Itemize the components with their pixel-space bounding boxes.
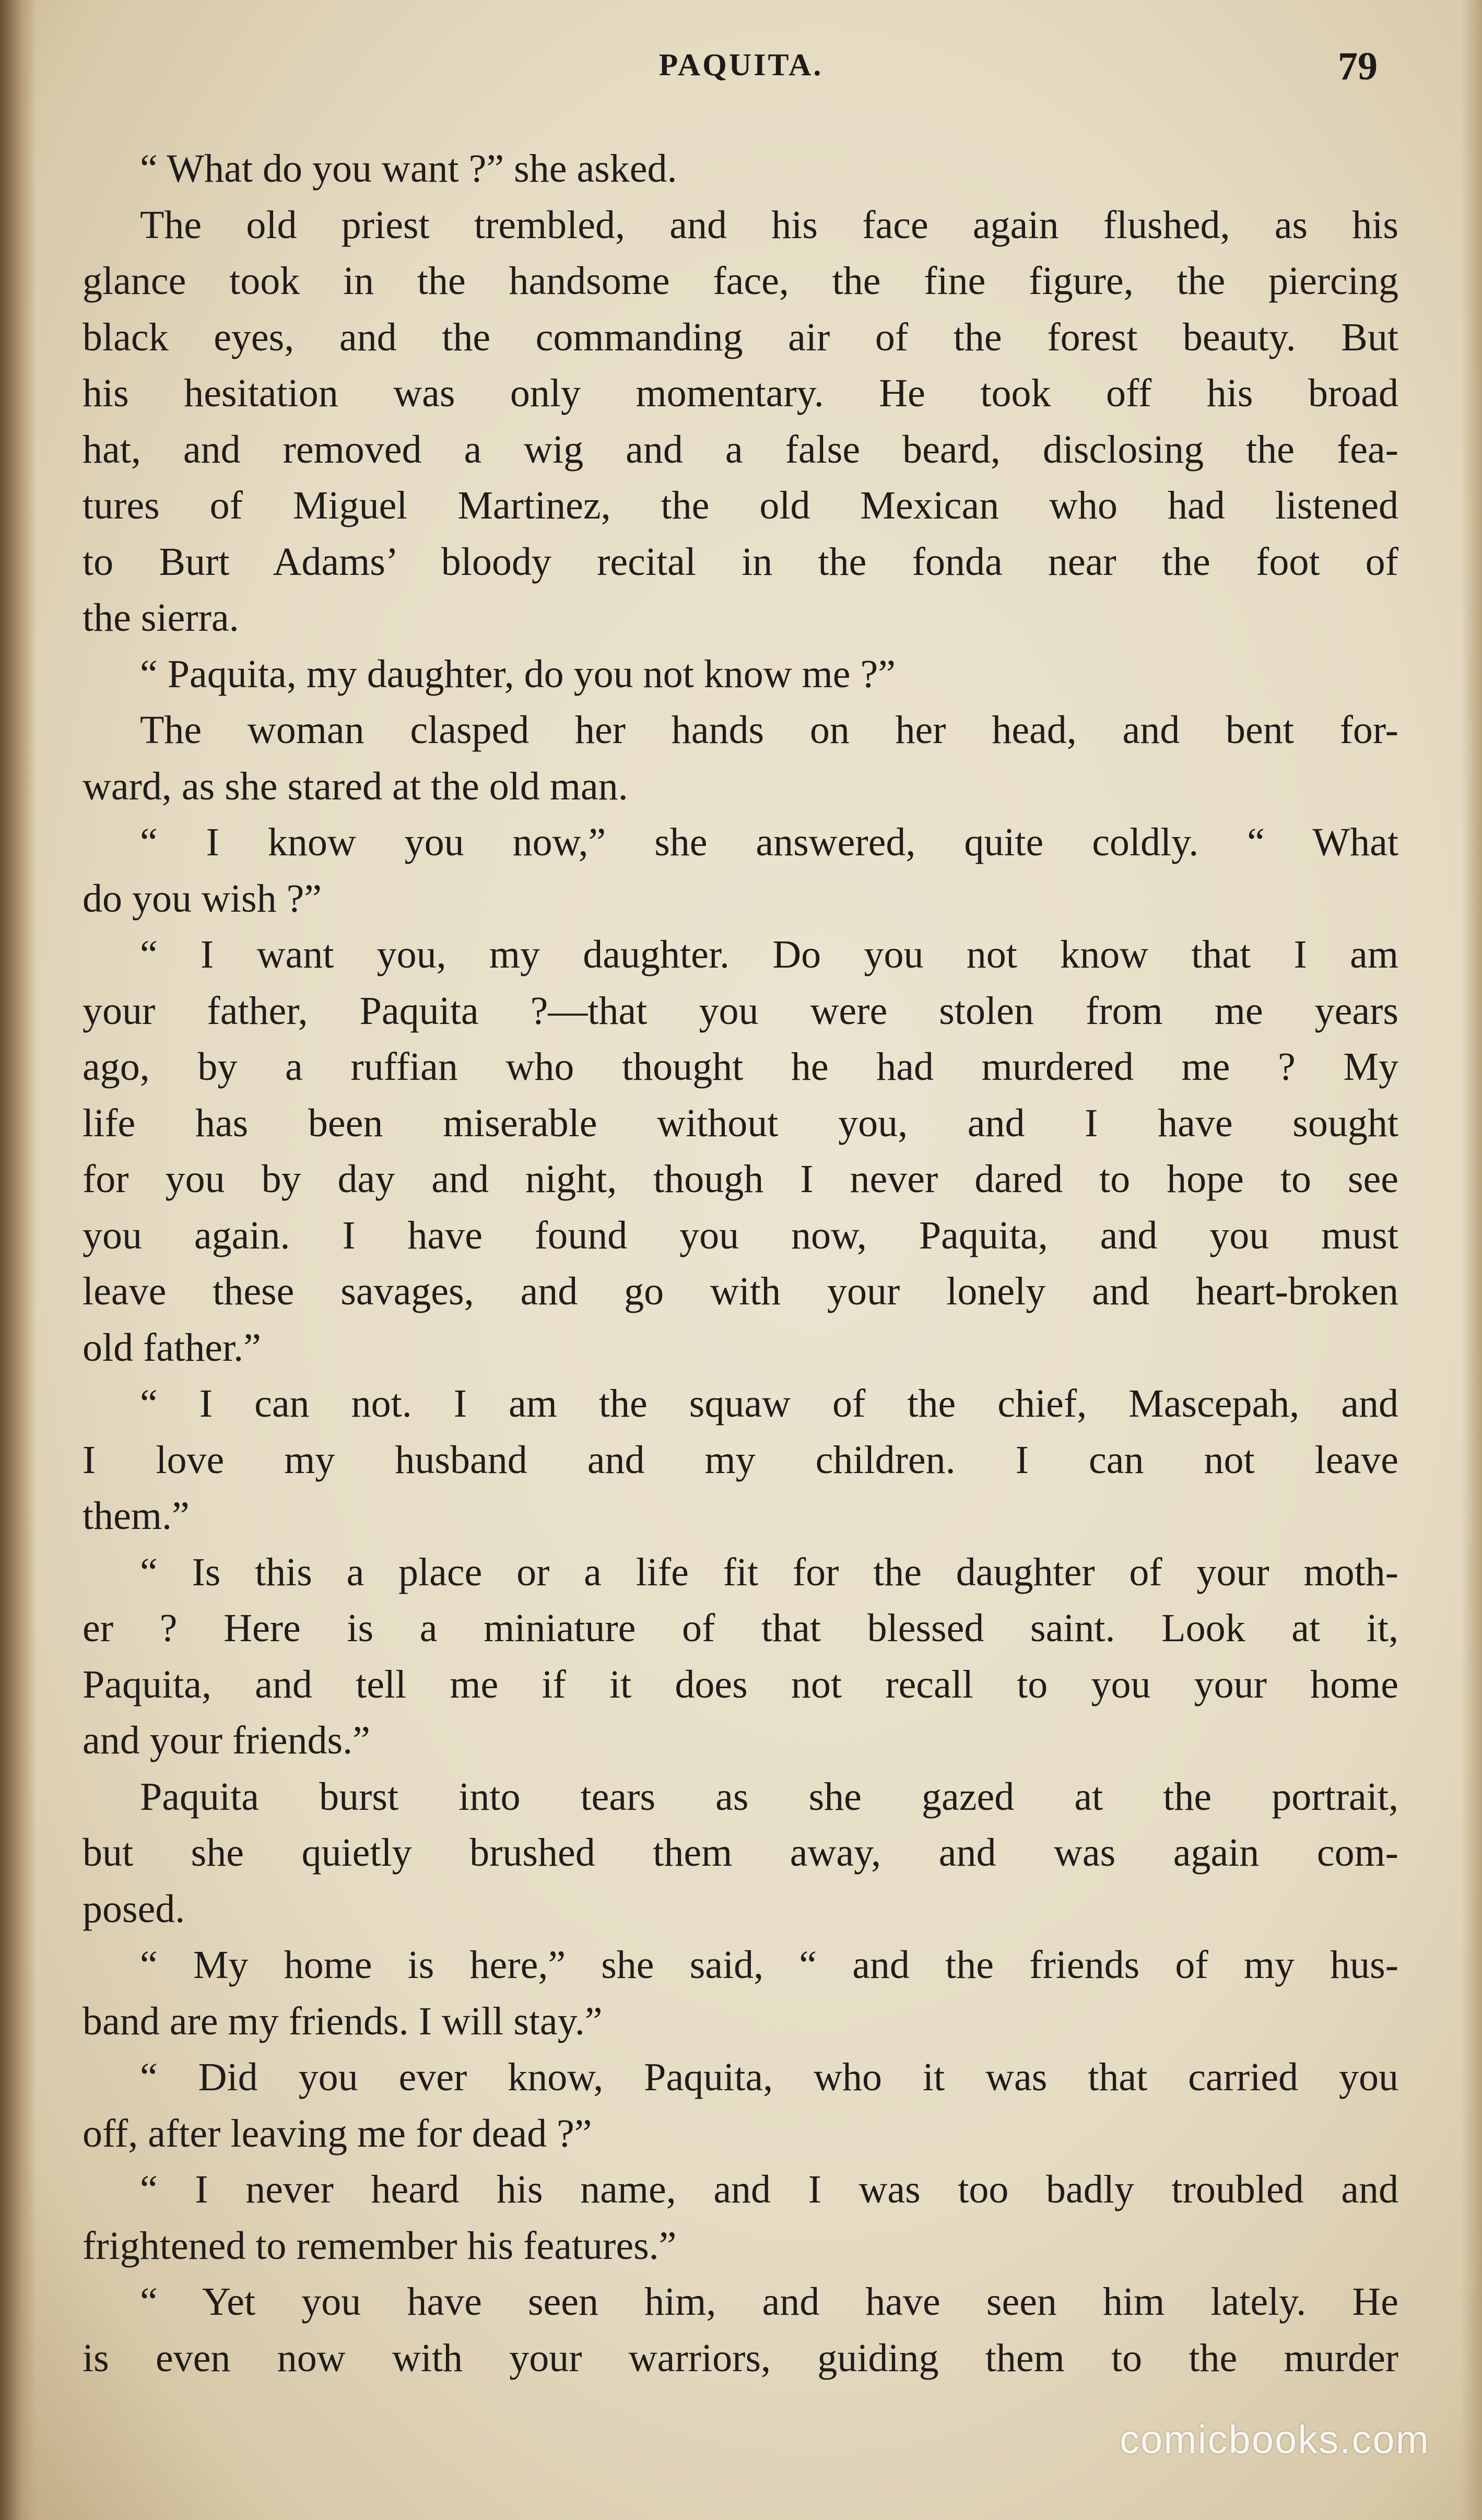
text-line: for you by day and night, though I never dared to hope to see [83,1157,1398,1201]
text-line: his hesitation was only momentary. He took off his broad [83,371,1398,415]
text-line: “ Yet you have seen him, and have seen him lately. He [140,2280,1398,2324]
text-line: posed. [83,1887,185,1931]
text-line: you again. I have found you now, Paquita, and you must [83,1213,1398,1257]
page-body [83,141,1398,2386]
text-line: er ? Here is a miniature of that blessed saint. Look at it, [83,1606,1398,1650]
text-line: “ I can not. I am the squaw of the chief, Mascepah, and [140,1382,1398,1426]
text-line: and your friends.” [83,1718,370,1762]
text-line: The old priest trembled, and his face again flushed, as his [140,203,1398,247]
text-line: hat, and removed a wig and a false beard, disclosing the fea- [83,427,1398,472]
text-line: old father.” [83,1325,261,1370]
text-line: Paquita burst into tears as she gazed at the portrait, [140,1774,1398,1819]
text-line: “ Did you ever know, Paquita, who it was that carried you [140,2055,1398,2099]
page-edge-shadow [1461,0,1482,2520]
text-line: frightened to remember his features.” [83,2223,677,2268]
text-line: life has been miserable without you, and I have sought [83,1101,1398,1145]
text-line: tures of Miguel Martinez, the old Mexican who had listened [83,484,1398,527]
page-gutter-shadow [0,0,37,2520]
text-line: I love my husband and my children. I can not leave [83,1438,1398,1482]
text-line: ago, by a ruffian who thought he had murdered me ? My [83,1045,1398,1089]
text-line: band are my friends. I will stay.” [83,1999,603,2043]
text-line: The woman clasped her hands on her head, and bent for- [140,708,1398,752]
text-line: “ What do you want ?” she asked. [140,147,677,191]
watermark: comicbooks.com [1120,2418,1430,2462]
text-line: them.” [83,1494,190,1538]
page-header [84,42,1398,104]
text-line: black eyes, and the commanding air of the forest beauty. But [83,315,1398,359]
text-line: “ I know you now,” she answered, quite coldly. “ What [140,820,1398,864]
text-line: “ I want you, my daughter. Do you not know that I am [140,933,1398,976]
text-line: is even now with your warriors, guiding them to the murder [83,2336,1398,2380]
text-line: glance took in the handsome face, the fine figure, the piercing [83,259,1398,303]
text-line: off, after leaving me for dead ?” [83,2111,592,2156]
text-line: ward, as she stared at the old man. [83,764,628,808]
page-number: 79 [1338,44,1378,88]
text-line: “ Paquita, my daughter, do you not know me ?” [140,652,896,696]
text-line: Paquita, and tell me if it does not recall to you your home [83,1662,1398,1706]
text-line: “ I never heard his name, and I was too badly troubled and [140,2168,1398,2211]
text-line: leave these savages, and go with your lonely and heart-broken [83,1269,1398,1313]
text-line: “ Is this a place or a life fit for the daughter of your moth- [140,1550,1398,1594]
text-line: your father, Paquita ?—that you were stolen from me years [83,988,1398,1033]
text-line: do you wish ?” [83,876,322,921]
running-head: PAQUITA. [658,48,824,82]
text-line: to Burt Adams’ bloody recital in the fonda near the foot of [83,539,1398,584]
text-line: the sierra. [83,596,239,640]
text-line: but she quietly brushed them away, and was again com- [83,1831,1398,1875]
text-line: “ My home is here,” she said, “ and the friends of my hus- [140,1943,1398,1987]
